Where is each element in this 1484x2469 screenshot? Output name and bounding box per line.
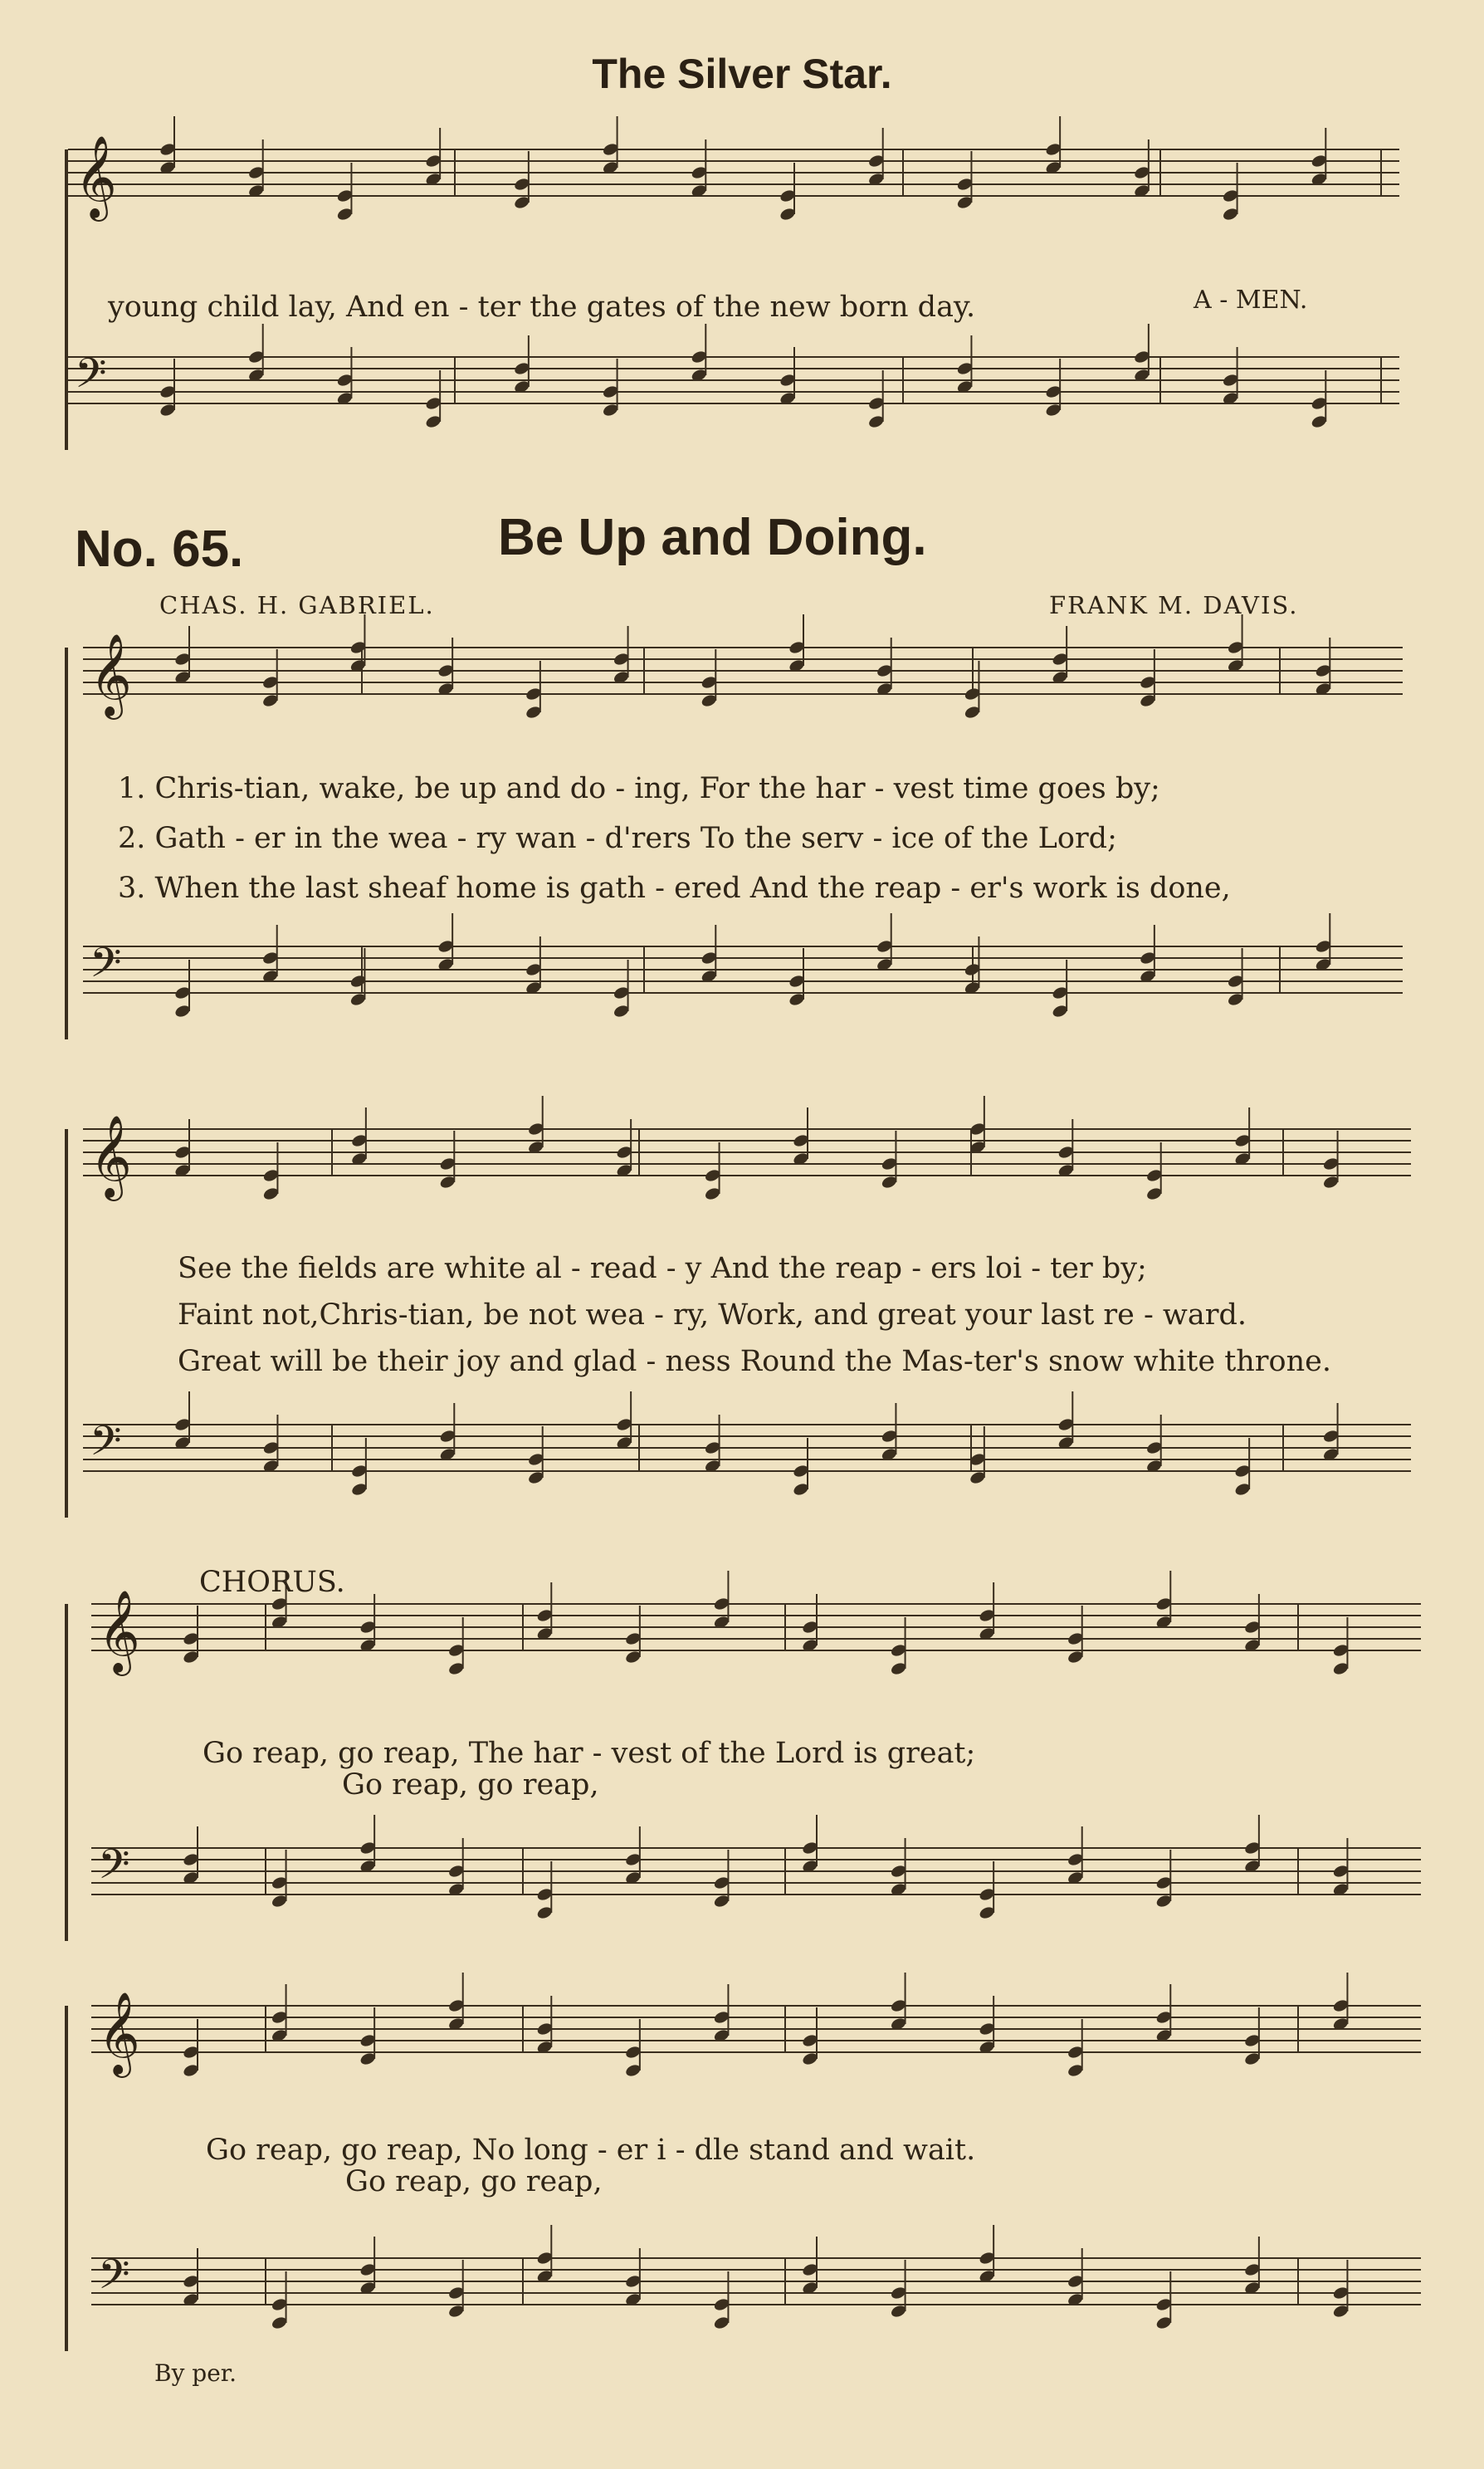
bass-clef-icon: 𝄢 [90, 1417, 122, 1475]
page-title: The Silver Star. [592, 51, 892, 97]
chorus-line-1-echo: Go reap, go reap, [342, 1768, 599, 1802]
verse-1-line-2: See the fields are white al - read - y And the reap - ers loi - ter by; [178, 1252, 1147, 1285]
bass-clef-icon: 𝄢 [90, 939, 122, 997]
amen-text: A - MEN. [1194, 286, 1308, 315]
treble-clef-icon: 𝄞 [98, 1992, 140, 2075]
bass-clef-icon: 𝄢 [98, 1841, 130, 1899]
verse-3-line-2: Great will be their joy and glad - ness Round the Mas-ter's snow white throne. [178, 1345, 1331, 1378]
hymn-number: No. 65. [75, 521, 244, 578]
treble-clef-icon: 𝄞 [90, 633, 132, 716]
verse-3-line-1: 3. When the last sheaf home is gath - ered And the reap - er's work is done, [118, 872, 1231, 905]
verse-2-line-1: 2. Gath - er in the wea - ry wan - d'rers To the serv - ice of the Lord; [118, 822, 1117, 855]
chorus-line-2-echo: Go reap, go reap, [345, 2165, 603, 2198]
bass-clef-icon: 𝄢 [75, 350, 107, 408]
chorus-label: CHORUS. [199, 1566, 345, 1599]
bass-clef-icon: 𝄢 [98, 2251, 130, 2309]
treble-clef-icon: 𝄞 [90, 1115, 132, 1198]
silver-star-lyric: young child lay, And en - ter the gates of the new born day. [108, 291, 976, 324]
verse-1-line-1: 1. Chris-tian, wake, be up and do - ing, For the har - vest time goes by; [118, 772, 1160, 805]
treble-clef-icon: 𝄞 [98, 1590, 140, 1673]
verse-2-line-2: Faint not,Chris-tian, be not wea - ry, Work, and great your last re - ward. [178, 1298, 1247, 1332]
composer-credit: CHAS. H. GABRIEL. [159, 591, 435, 619]
chorus-line-1: Go reap, go reap, The har - vest of the Lord is great; [203, 1737, 976, 1770]
lyricist-credit: FRANK M. DAVIS. [1049, 591, 1299, 619]
hymn-title: Be Up and Doing. [498, 509, 927, 566]
chorus-line-2: Go reap, go reap, No long - er i - dle stand and wait. [206, 2134, 976, 2167]
permission-note: By per. [154, 2359, 237, 2387]
treble-clef-icon: 𝄞 [75, 135, 117, 218]
